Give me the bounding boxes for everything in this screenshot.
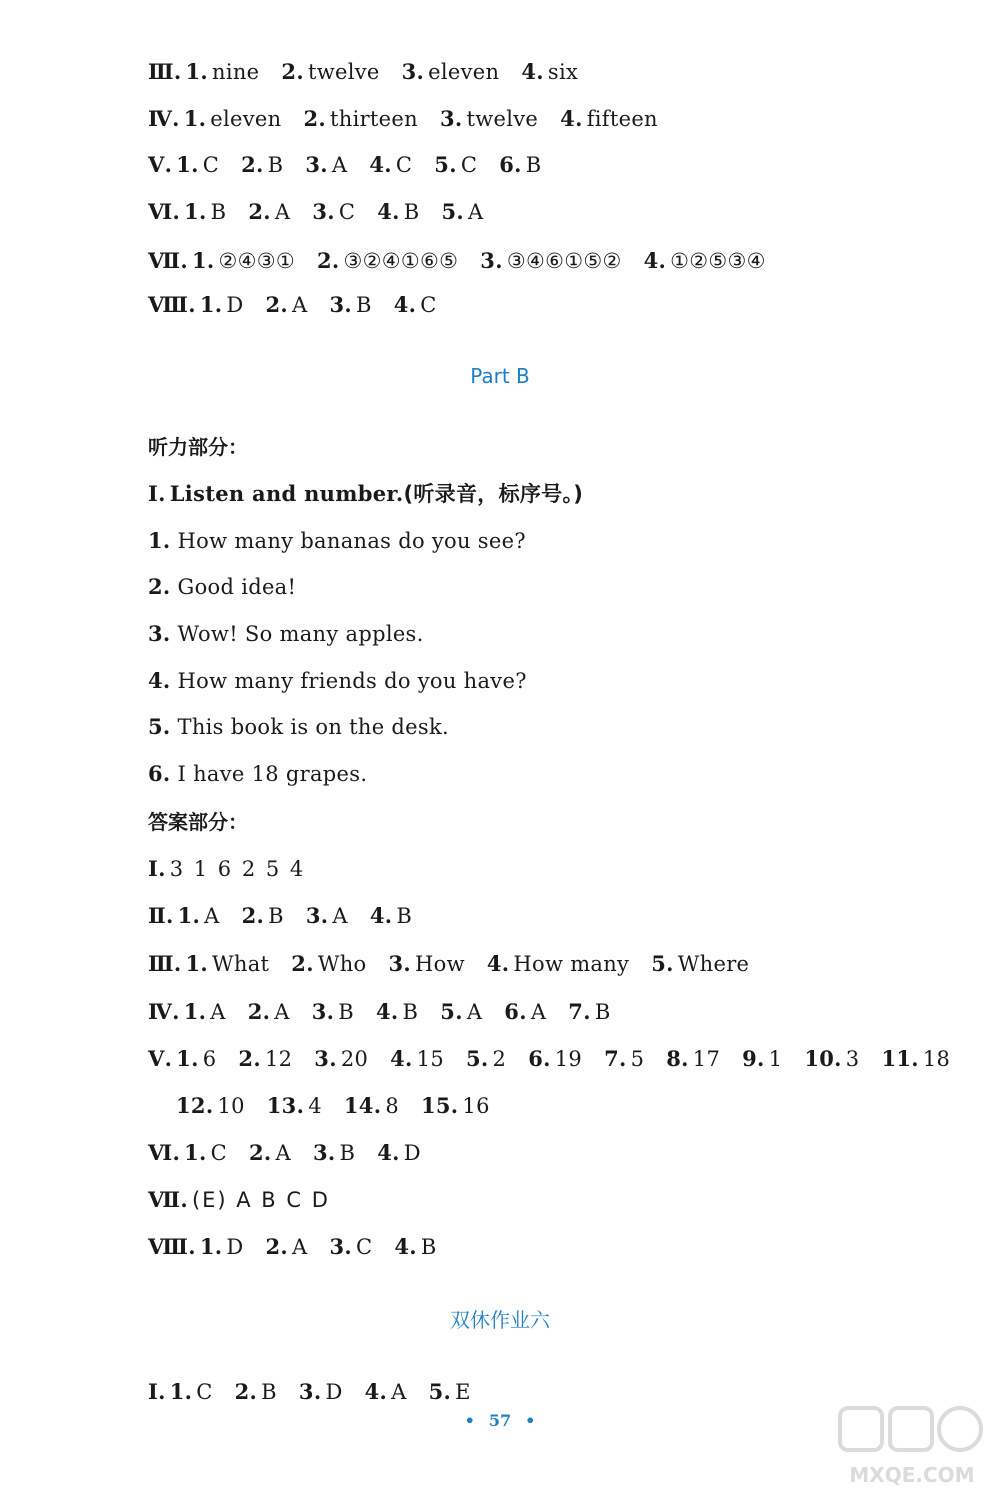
line-number: 2. xyxy=(148,574,171,599)
roman-numeral: Ⅵ. xyxy=(148,1140,181,1165)
item-answer: 2 xyxy=(492,1047,507,1071)
line-number: 6. xyxy=(148,761,171,786)
item-answer: A xyxy=(530,1000,547,1024)
listening-heading: 听力部分： xyxy=(148,435,248,459)
item-answer: 4 xyxy=(308,1094,322,1118)
item-number: 2. xyxy=(241,152,264,177)
item-answer: twelve xyxy=(307,60,380,84)
item-answer: What xyxy=(212,952,270,976)
item-number: 5. xyxy=(434,152,457,177)
line-text: Good idea! xyxy=(177,575,297,599)
answer-item xyxy=(365,1380,407,1404)
item-number: 4. xyxy=(364,1379,388,1404)
answer-line xyxy=(148,1139,421,1167)
roman-numeral: Ⅰ. xyxy=(148,481,166,506)
page-number-text: 57 xyxy=(488,1411,512,1430)
item-number: 8. xyxy=(666,1046,689,1071)
answer-item xyxy=(312,1000,354,1024)
item-answer: 6 xyxy=(202,1047,217,1071)
item-number: 2. xyxy=(238,1046,261,1071)
item-number: 3. xyxy=(401,59,425,84)
item-number: 3. xyxy=(305,152,328,177)
roman-numeral: Ⅲ. xyxy=(148,951,182,976)
answer-line xyxy=(148,58,578,86)
item-number: 3. xyxy=(439,106,463,131)
answer-item xyxy=(329,1235,372,1259)
item-answer: C xyxy=(420,293,437,317)
item-answer: B xyxy=(267,153,284,177)
item-number: 14. xyxy=(343,1093,382,1118)
item-number: 4. xyxy=(369,152,392,177)
answer-sequence: 3 1 6 2 5 4 xyxy=(169,857,306,881)
answer-item xyxy=(314,1047,368,1071)
item-answer: A xyxy=(292,293,308,317)
line-text: I have 18 grapes. xyxy=(177,762,368,786)
item-number: 4. xyxy=(521,59,544,84)
item-number: 4. xyxy=(560,106,583,131)
answer-sequence: (E) A B C D xyxy=(191,1188,330,1212)
answer-item xyxy=(644,249,766,273)
item-number: 5. xyxy=(440,999,463,1024)
item-number: 4. xyxy=(369,903,393,928)
roman-numeral: Ⅶ. xyxy=(148,1187,188,1212)
item-answer: 19 xyxy=(554,1047,583,1071)
answer-item xyxy=(421,1094,490,1118)
dot-icon: • xyxy=(464,1411,475,1430)
listening-instruction xyxy=(148,480,583,508)
item-number: 2. xyxy=(265,1234,289,1259)
item-answer: ③④⑥①⑤② xyxy=(506,249,622,273)
item-answer: A xyxy=(274,200,291,224)
item-number: 4. xyxy=(393,292,417,317)
item-answer: D xyxy=(226,1235,244,1259)
answer-item xyxy=(329,293,371,317)
roman-numeral: Ⅲ. xyxy=(148,59,182,84)
answer-item xyxy=(185,60,259,84)
item-number: 5. xyxy=(428,1379,452,1404)
answer-item xyxy=(434,153,477,177)
item-number: 2. xyxy=(316,248,340,273)
answer-item xyxy=(466,1047,506,1071)
item-answer: ②④③① xyxy=(218,249,295,273)
item-number: 2. xyxy=(291,951,314,976)
answer-item xyxy=(442,200,484,224)
item-number: 1. xyxy=(184,199,207,224)
item-answer: nine xyxy=(212,60,260,84)
item-answer: D xyxy=(226,293,244,317)
item-number: 6. xyxy=(499,152,522,177)
item-number: 3. xyxy=(312,199,335,224)
item-number: 1. xyxy=(169,1379,193,1404)
item-number: 3. xyxy=(314,1046,337,1071)
item-answer: D xyxy=(403,1141,421,1165)
answer-item xyxy=(238,1047,292,1071)
answer-item xyxy=(528,1047,582,1071)
item-answer: B xyxy=(396,904,413,928)
answer-item xyxy=(521,60,578,84)
item-answer: A xyxy=(210,1000,226,1024)
item-number: 4. xyxy=(486,951,510,976)
roman-numeral: Ⅴ. xyxy=(148,1046,173,1071)
answer-item xyxy=(249,1141,291,1165)
item-number: 1. xyxy=(184,1140,207,1165)
item-answer: fifteen xyxy=(586,107,658,131)
item-answer: A xyxy=(332,904,348,928)
answer-item xyxy=(176,1094,245,1118)
item-answer: thirteen xyxy=(330,107,418,131)
item-answer: How xyxy=(415,952,465,976)
answer-item xyxy=(377,200,419,224)
item-number: 7. xyxy=(604,1046,627,1071)
dot-icon: • xyxy=(525,1411,536,1430)
item-number: 1. xyxy=(176,1046,199,1071)
item-number: 1. xyxy=(183,999,207,1024)
item-number: 11. xyxy=(881,1046,919,1071)
item-number: 1. xyxy=(183,106,207,131)
roman-numeral: Ⅵ. xyxy=(148,199,181,224)
item-number: 2. xyxy=(248,199,271,224)
item-number: 4. xyxy=(377,1140,400,1165)
answer-item xyxy=(192,249,295,273)
instruction-chinese: (听录音，标序号。) xyxy=(403,482,584,506)
line-number: 3. xyxy=(148,621,171,646)
watermark-logo xyxy=(832,1404,992,1492)
item-number: 10. xyxy=(804,1046,842,1071)
item-answer: A xyxy=(204,904,220,928)
item-answer: 10 xyxy=(217,1094,245,1118)
answer-item xyxy=(313,1141,355,1165)
item-answer: six xyxy=(547,60,579,84)
item-answer: C xyxy=(196,1380,213,1404)
answer-item xyxy=(429,1380,471,1404)
answer-item xyxy=(487,952,629,976)
answer-item xyxy=(248,1000,290,1024)
answer-line xyxy=(148,855,305,883)
answer-item xyxy=(241,153,283,177)
answer-item xyxy=(267,1094,322,1118)
item-answer: B xyxy=(356,293,372,317)
item-number: 1. xyxy=(199,292,223,317)
answer-item xyxy=(184,1141,227,1165)
answer-item xyxy=(344,1094,399,1118)
answer-line xyxy=(148,151,541,179)
roman-numeral: Ⅶ. xyxy=(148,248,188,273)
answer-item xyxy=(306,904,348,928)
item-number: 4. xyxy=(390,1046,413,1071)
answer-item xyxy=(281,60,379,84)
answer-item xyxy=(440,1000,482,1024)
item-number: 5. xyxy=(441,199,465,224)
item-number: 2. xyxy=(247,999,271,1024)
answer-item xyxy=(604,1047,644,1071)
line-text: How many friends do you have? xyxy=(177,669,527,693)
answer-line xyxy=(148,950,749,978)
item-answer: A xyxy=(274,1000,290,1024)
answer-item xyxy=(651,952,749,976)
item-answer: Where xyxy=(677,952,750,976)
item-number: 1. xyxy=(199,1234,223,1259)
line-text: How many bananas do you see? xyxy=(177,529,526,553)
item-answer: 5 xyxy=(630,1047,645,1071)
item-answer: B xyxy=(403,200,420,224)
roman-numeral: Ⅰ. xyxy=(148,1379,166,1404)
item-number: 6. xyxy=(504,999,527,1024)
answer-item xyxy=(242,904,284,928)
answer-line xyxy=(148,198,484,226)
item-number: 1. xyxy=(185,59,209,84)
item-number: 3. xyxy=(305,903,329,928)
item-number: 7. xyxy=(568,999,591,1024)
item-answer: eleven xyxy=(210,107,282,131)
line-number: 5. xyxy=(148,714,171,739)
answer-item xyxy=(200,293,244,317)
script-line xyxy=(148,713,449,741)
roman-numeral: Ⅳ. xyxy=(148,106,180,131)
item-answer: ③②④①⑥⑤ xyxy=(343,249,459,273)
answer-item xyxy=(299,1380,343,1404)
answer-item xyxy=(184,1000,226,1024)
item-answer: 12 xyxy=(264,1047,293,1071)
answer-item xyxy=(176,153,219,177)
script-line xyxy=(148,667,527,695)
answer-item xyxy=(881,1047,950,1071)
script-line xyxy=(148,573,296,601)
script-line xyxy=(148,620,424,648)
answer-item xyxy=(178,904,220,928)
answer-item xyxy=(317,249,458,273)
answer-item xyxy=(394,1235,436,1259)
answer-item xyxy=(560,107,658,131)
item-answer: D xyxy=(325,1380,343,1404)
item-answer: C xyxy=(395,153,413,177)
item-answer: 17 xyxy=(692,1047,721,1071)
answer-line xyxy=(148,291,437,319)
answer-line xyxy=(148,1378,471,1406)
answer-item xyxy=(248,200,290,224)
item-answer: How many xyxy=(513,952,630,976)
item-number: 15. xyxy=(420,1093,459,1118)
roman-numeral: Ⅴ. xyxy=(148,152,173,177)
answer-item xyxy=(742,1047,782,1071)
item-answer: B xyxy=(594,1000,611,1024)
item-answer: A xyxy=(468,200,484,224)
item-answer: 16 xyxy=(462,1094,490,1118)
script-line xyxy=(148,760,367,788)
answer-item xyxy=(176,1047,216,1071)
item-answer: 15 xyxy=(416,1047,444,1071)
answer-line-continued xyxy=(176,1092,490,1120)
answer-item xyxy=(305,153,347,177)
item-number: 1. xyxy=(176,152,199,177)
item-number: 3. xyxy=(298,1379,322,1404)
answer-line xyxy=(148,1233,437,1261)
roman-numeral: Ⅰ. xyxy=(148,856,166,881)
roman-numeral: Ⅷ. xyxy=(148,1234,196,1259)
answer-item xyxy=(265,293,307,317)
answer-item xyxy=(499,153,541,177)
line-number: 1. xyxy=(148,528,171,553)
item-number: 1. xyxy=(185,951,209,976)
answer-item xyxy=(312,200,355,224)
item-answer: B xyxy=(338,1000,355,1024)
item-number: 3. xyxy=(329,1234,353,1259)
answer-line xyxy=(148,1045,950,1073)
line-text: Wow! So many apples. xyxy=(177,622,424,646)
item-number: 1. xyxy=(191,248,215,273)
item-number: 3. xyxy=(480,248,503,273)
item-answer: B xyxy=(261,1380,277,1404)
item-answer: Who xyxy=(317,952,367,976)
answer-line xyxy=(148,902,412,930)
answer-item xyxy=(184,107,282,131)
item-answer: twelve xyxy=(466,107,539,131)
roman-numeral: Ⅳ. xyxy=(148,999,180,1024)
item-answer: 1 xyxy=(768,1047,783,1071)
watermark-icon xyxy=(832,1404,992,1492)
item-number: 4. xyxy=(377,199,400,224)
script-line xyxy=(148,527,526,555)
roman-numeral: Ⅱ. xyxy=(148,903,174,928)
item-number: 5. xyxy=(651,951,674,976)
answer-line xyxy=(148,105,658,133)
item-number: 6. xyxy=(528,1046,551,1071)
roman-numeral: Ⅷ. xyxy=(148,292,196,317)
line-text: This book is on the desk. xyxy=(177,715,449,739)
item-number: 5. xyxy=(466,1046,489,1071)
item-answer: B xyxy=(402,1000,419,1024)
item-answer: B xyxy=(268,904,284,928)
item-answer: eleven xyxy=(428,60,500,84)
answer-item xyxy=(200,1235,244,1259)
instruction-english: Listen and number. xyxy=(169,481,404,506)
item-number: 3. xyxy=(311,999,335,1024)
part-b-title: Part B xyxy=(470,364,530,388)
item-answer: 3 xyxy=(845,1047,860,1071)
item-answer: 8 xyxy=(385,1094,399,1118)
item-number: 1. xyxy=(177,903,201,928)
answer-line xyxy=(148,998,611,1026)
item-number: 2. xyxy=(303,106,327,131)
answer-item xyxy=(265,1235,307,1259)
item-number: 2. xyxy=(265,292,289,317)
item-answer: C xyxy=(338,200,356,224)
answer-item xyxy=(390,1047,444,1071)
item-answer: A xyxy=(292,1235,308,1259)
item-number: 13. xyxy=(266,1093,305,1118)
answer-item xyxy=(291,952,366,976)
item-answer: C xyxy=(202,153,220,177)
answer-item xyxy=(170,1380,213,1404)
item-number: 3. xyxy=(388,951,412,976)
item-number: 2. xyxy=(234,1379,258,1404)
answer-item xyxy=(303,107,417,131)
answer-item xyxy=(376,1000,418,1024)
item-answer: E xyxy=(455,1380,471,1404)
line-number: 4. xyxy=(148,668,171,693)
answer-item xyxy=(235,1380,277,1404)
item-answer: B xyxy=(420,1235,437,1259)
watermark-text: MXQE.COM xyxy=(849,1463,975,1487)
answer-item xyxy=(394,293,437,317)
answer-line xyxy=(148,247,766,275)
item-number: 9. xyxy=(742,1046,765,1071)
answer-heading: 答案部分： xyxy=(148,810,248,834)
answer-item xyxy=(370,904,412,928)
item-number: 12. xyxy=(176,1093,214,1118)
item-answer: 18 xyxy=(922,1047,951,1071)
item-answer: B xyxy=(339,1141,356,1165)
answer-item xyxy=(402,60,500,84)
answer-item xyxy=(480,249,621,273)
item-answer: C xyxy=(210,1141,227,1165)
item-number: 4. xyxy=(376,999,399,1024)
item-answer: 20 xyxy=(340,1047,369,1071)
answer-line xyxy=(148,1186,330,1214)
item-answer: B xyxy=(210,200,227,224)
item-answer: A xyxy=(466,1000,483,1024)
answer-item xyxy=(666,1047,720,1071)
item-answer: C xyxy=(460,153,478,177)
item-number: 3. xyxy=(312,1140,336,1165)
item-number: 4. xyxy=(643,248,667,273)
item-number: 2. xyxy=(248,1140,272,1165)
item-answer: ①②⑤③④ xyxy=(670,249,766,273)
answer-item xyxy=(184,200,226,224)
item-number: 2. xyxy=(241,903,265,928)
answer-item xyxy=(504,1000,546,1024)
item-answer: A xyxy=(331,153,348,177)
item-number: 4. xyxy=(394,1234,417,1259)
item-number: 2. xyxy=(281,59,304,84)
answer-item xyxy=(377,1141,421,1165)
item-answer: B xyxy=(525,153,542,177)
answer-item xyxy=(440,107,538,131)
item-answer: A xyxy=(275,1141,291,1165)
answer-item xyxy=(568,1000,610,1024)
answer-item xyxy=(804,1047,859,1071)
answer-item xyxy=(388,952,464,976)
answer-item xyxy=(369,153,412,177)
answer-item xyxy=(185,952,269,976)
item-answer: C xyxy=(356,1235,373,1259)
item-answer: A xyxy=(391,1380,407,1404)
homework-title: 双休作业六 xyxy=(450,1308,550,1332)
item-number: 3. xyxy=(329,292,353,317)
